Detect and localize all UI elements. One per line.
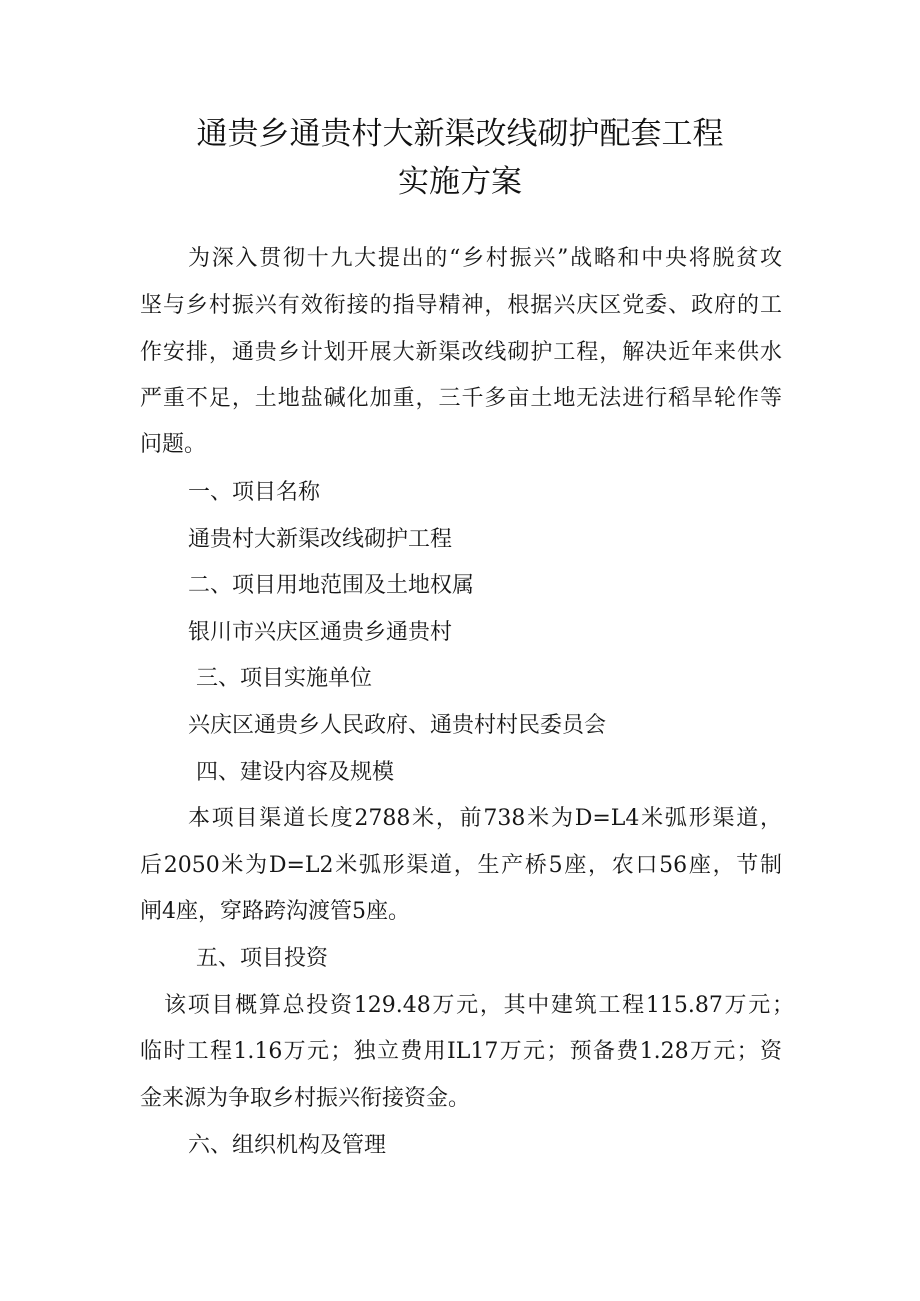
section-5-line-1: 该项目概算总投资129.48万元，其中建筑工程115.87万元； [164,993,794,1018]
intro-line-5: 问题。 [140,432,207,457]
section-3-content: 兴庆区通贵乡人民政府、通贵村村民委员会 [188,713,607,738]
intro-line-1: 为深入贯彻十九大提出的“乡村振兴”战略和中央将脱贫攻 [188,246,782,271]
section-6-heading: 六、组织机构及管理 [188,1133,387,1158]
section-4-heading: 四、建设内容及规模 [196,760,395,785]
section-3-heading: 三、项目实施单位 [196,666,373,691]
section-2-heading: 二、项目用地范围及土地权属 [188,573,475,598]
section-4-line-1: 本项目渠道长度2788米，前738米为D=L4米弧形渠道， [188,806,782,831]
section-5-line-3: 金来源为争取乡村振兴衔接资金。 [140,1086,471,1111]
document-title-line-1: 通贵乡通贵村大新渠改线砌护配套工程 [196,116,724,152]
section-4-line-3: 闸4座，穿路跨沟渡管5座。 [140,899,410,924]
intro-line-4: 严重不足，土地盐碱化加重，三千多亩土地无法进行稻旱轮作等 [140,386,782,411]
document-title-line-2: 实施方案 [398,164,522,200]
section-1-heading: 一、项目名称 [188,480,321,505]
intro-line-3: 作安排，通贵乡计划开展大新渠改线砌护工程，解决近年来供水 [140,340,782,365]
section-5-heading: 五、项目投资 [196,946,329,971]
section-2-content: 银川市兴庆区通贵乡通贵村 [188,620,453,645]
intro-line-2: 坚与乡村振兴有效衔接的指导精神，根据兴庆区党委、政府的工 [140,293,782,318]
section-4-line-2: 后2050米为D=L2米弧形渠道，生产桥5座，农口56座，节制 [140,853,782,878]
section-5-line-2: 临时工程1.16万元；独立费用IL17万元；预备费1.28万元；资 [140,1039,782,1064]
section-1-content: 通贵村大新渠改线砌护工程 [188,527,453,552]
